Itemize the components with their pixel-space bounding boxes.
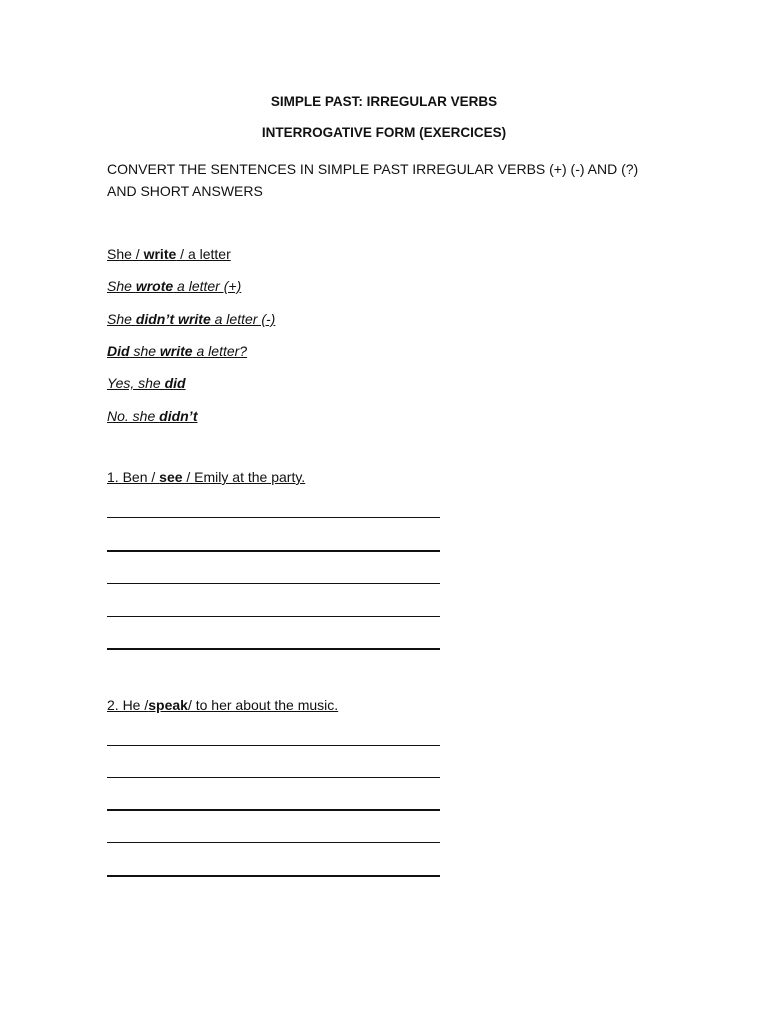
exercise-2-subject: 2. He / [107, 697, 149, 713]
exercise-1-object: / Emily at the party. [182, 469, 306, 485]
example-question [107, 343, 247, 359]
exercise-2-object: / to her about the music. [187, 697, 339, 713]
exercise-1-subject: 1. Ben / [107, 469, 160, 485]
example-negative [107, 311, 275, 327]
example-question-rest: a letter? [192, 343, 248, 359]
example-short-yes-aux: did [164, 375, 186, 391]
instructions: CONVERT THE SENTENCES IN SIMPLE PAST IRREGULAR VERBS (+) (-) AND (?) AND SHORT ANSWERS [107, 161, 639, 199]
page-title: SIMPLE PAST: IRREGULAR VERBS [270, 94, 498, 109]
exercise-2-answer-line[interactable] [107, 745, 440, 746]
exercise-2-answer-line[interactable] [107, 842, 440, 843]
example-short-no [107, 408, 198, 424]
example-question-subject: she [129, 343, 160, 359]
exercise-1-answer-line[interactable] [107, 550, 440, 552]
exercise-1-answer-line[interactable] [107, 648, 440, 650]
exercise-1-prompt [107, 469, 305, 485]
example-affirmative [107, 278, 241, 294]
exercise-1-answer-line[interactable] [107, 583, 440, 584]
example-prompt-subject: She / [107, 246, 144, 262]
exercise-2-verb: speak [148, 697, 188, 713]
example-prompt-object: / a letter [176, 246, 231, 262]
example-prompt-verb: write [143, 246, 177, 262]
example-affirmative-rest: a letter (+) [173, 278, 242, 294]
exercise-2-answer-line[interactable] [107, 875, 440, 877]
example-short-yes [107, 375, 186, 391]
example-question-verb: write [159, 343, 193, 359]
example-negative-rest: a letter (-) [210, 311, 276, 327]
exercise-2-prompt [107, 697, 338, 713]
exercise-2-answer-line[interactable] [107, 777, 440, 778]
example-negative-verb: didn’t write [135, 311, 211, 327]
example-prompt [107, 246, 231, 262]
example-negative-subject: She [107, 311, 136, 327]
example-affirmative-subject: She [107, 278, 136, 294]
exercise-2-answer-line[interactable] [107, 809, 440, 811]
example-short-no-aux: didn’t [159, 408, 198, 424]
exercise-1-answer-line[interactable] [107, 517, 440, 518]
example-affirmative-verb: wrote [135, 278, 174, 294]
page-subtitle: INTERROGATIVE FORM (EXERCICES) [261, 125, 507, 140]
exercise-1-answer-line[interactable] [107, 616, 440, 617]
example-short-yes-text: Yes, she [107, 375, 165, 391]
example-short-no-text: No. she [107, 408, 160, 424]
example-question-aux: Did [107, 343, 130, 359]
exercise-1-verb: see [159, 469, 183, 485]
